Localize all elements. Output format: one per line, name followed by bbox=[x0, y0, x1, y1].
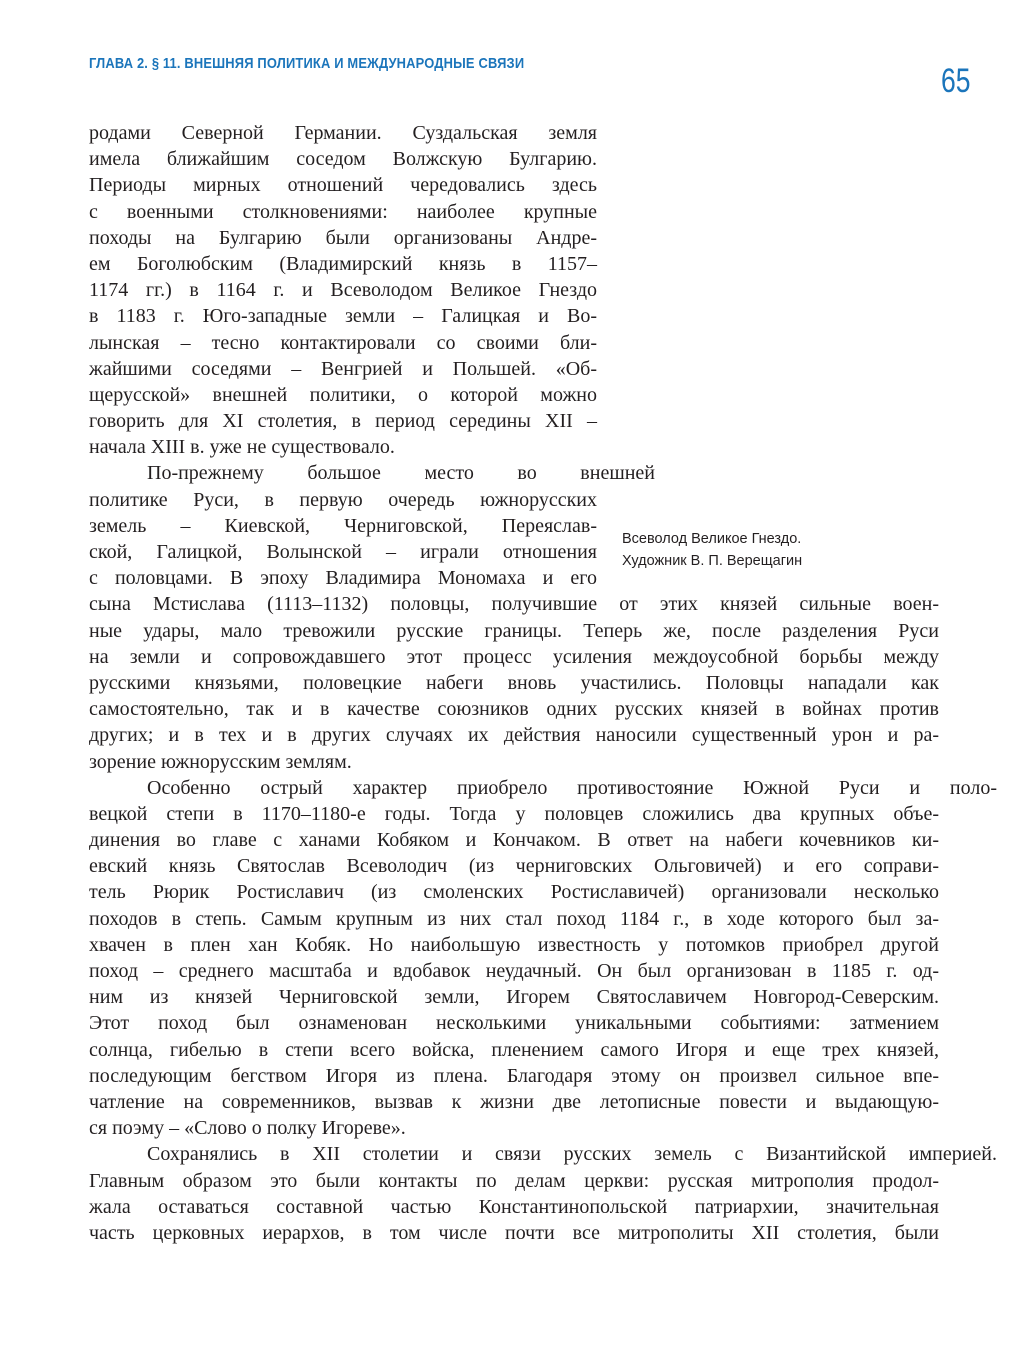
text-line: на земли и сопровождавшего этот процесс усиления междоусобной борьбы между bbox=[89, 645, 939, 668]
text-line: политике Руси, в первую очередь южнорусских bbox=[89, 488, 597, 511]
text-line: с военными столкновениями: наиболее крупные bbox=[89, 200, 597, 223]
page-number: 65 bbox=[941, 62, 971, 100]
text-line: русскими князьями, половецкие набеги вновь участились. Половцы нападали как bbox=[89, 671, 939, 694]
text-line: солнца, гибелью в степи всего войска, пленением самого Игоря и еще трех князей, bbox=[89, 1038, 939, 1061]
text-line: Периоды мирных отношений чередовались здесь bbox=[89, 174, 597, 197]
text-line: евский князь Святослав Всеволодич (из черниговских Ольговичей) и его соправи- bbox=[89, 855, 939, 878]
text-line: жайшими соседями – Венгрией и Польшей. «Об- bbox=[89, 357, 597, 380]
text-line: последующим бегством Игоря из плена. Благодаря этому он произвел сильное впе- bbox=[89, 1064, 939, 1087]
text-line: Главным образом это были контакты по делам церкви: русская митрополия продол- bbox=[89, 1169, 939, 1192]
text-line: сына Мстислава (1113–1132) половцы, получившие от этих князей сильные воен- bbox=[89, 593, 939, 616]
text-line: ся поэму – «Слово о полку Игореве». bbox=[89, 1117, 406, 1140]
text-line: ской, Галицкой, Волынской – играли отношения bbox=[89, 541, 597, 563]
text-line: тель Рюрик Ростиславич (из смоленских Ростиславичей) организовали несколько bbox=[89, 881, 939, 904]
text-line: ные удары, мало тревожили русские границы. Теперь же, после разделения Руси bbox=[89, 619, 939, 642]
text-line: родами Северной Германии. Суздальская земля bbox=[89, 122, 597, 144]
text-line: Этот поход был ознаменован несколькими уникальными событиями: затмением bbox=[89, 1012, 939, 1035]
caption-line: Художник В. П. Верещагин bbox=[622, 553, 803, 569]
text-line: щерусской» внешней политики, о которой можно bbox=[89, 383, 597, 406]
text-line: зорение южнорусским землям. bbox=[89, 750, 352, 773]
text-line: 1174 гг.) в 1164 г. и Всеволодом Великое Гнездо bbox=[89, 279, 597, 302]
text-line: Особенно острый характер приобрело противостояние Южной Руси и поло- bbox=[147, 776, 997, 799]
running-header: ГЛАВА 2. § 11. ВНЕШНЯЯ ПОЛИТИКА И МЕЖДУНАРОДНЫЕ СВЯЗИ bbox=[89, 55, 525, 72]
column-text bbox=[89, 120, 939, 591]
text-line: Сохранялись в XII столетии и связи русских земель с Византийской империей. bbox=[147, 1143, 997, 1166]
text-line: начала XIII в. уже не существовало. bbox=[89, 436, 395, 459]
text-line: чатление на современников, вызвав к жизни две летописные повести и выдающую- bbox=[89, 1090, 939, 1113]
text-line: походов в степь. Самым крупным из них стал поход 1184 г., в ходе которого был за- bbox=[89, 907, 939, 930]
text-line: поход – среднего масштаба и вдобавок неудачный. Он был организован в 1185 г. од- bbox=[89, 960, 939, 982]
text-line: хвачен в плен хан Кобяк. Но наибольшую известность у потомков приобрел другой bbox=[89, 933, 939, 956]
text-line: походы на Булгарию были организованы Андре- bbox=[89, 226, 597, 249]
text-line: говорить для XI столетия, в период середины XII – bbox=[89, 410, 597, 433]
text-line: самостоятельно, так и в качестве союзников одних русских князей в войнах против bbox=[89, 698, 939, 721]
text-line: ним из князей Черниговской земли, Игорем Святославичем Новгород-Северским. bbox=[89, 986, 939, 1009]
text-line: По-прежнему большое место во внешней bbox=[147, 462, 655, 485]
text-line: динения во главе с ханами Кобяком и Кончаком. В ответ на набеги кочевников ки- bbox=[89, 829, 939, 852]
text-line: часть церковных иерархов, в том числе почти все митрополиты XII столетия, были bbox=[89, 1221, 939, 1244]
full-width-text bbox=[89, 591, 997, 1246]
text-line: в 1183 г. Юго-западные земли – Галицкая и Во- bbox=[89, 305, 597, 328]
caption-line: Всеволод Великое Гнездо. bbox=[622, 531, 802, 547]
text-line: с половцами. В эпоху Владимира Мономаха и его bbox=[89, 567, 597, 590]
text-line: жала оставаться составной частью Константинопольской патриархии, значительная bbox=[89, 1195, 939, 1218]
text-line: лынская – тесно контактировали со своими бли- bbox=[89, 331, 597, 354]
text-line: других; и в тех и в других случаях их действия наносили существенный урон и ра- bbox=[89, 724, 939, 747]
text-line: вецкой степи в 1170–1180-е годы. Тогда у половцев сложились два крупных объе- bbox=[89, 802, 939, 825]
body-text bbox=[89, 120, 997, 1246]
text-line: ем Боголюбским (Владимирский князь в 1157– bbox=[89, 252, 597, 275]
text-line: земель – Киевской, Черниговской, Переяслав- bbox=[89, 514, 597, 537]
text-line: имела ближайшим соседом Волжскую Булгарию. bbox=[89, 148, 597, 171]
